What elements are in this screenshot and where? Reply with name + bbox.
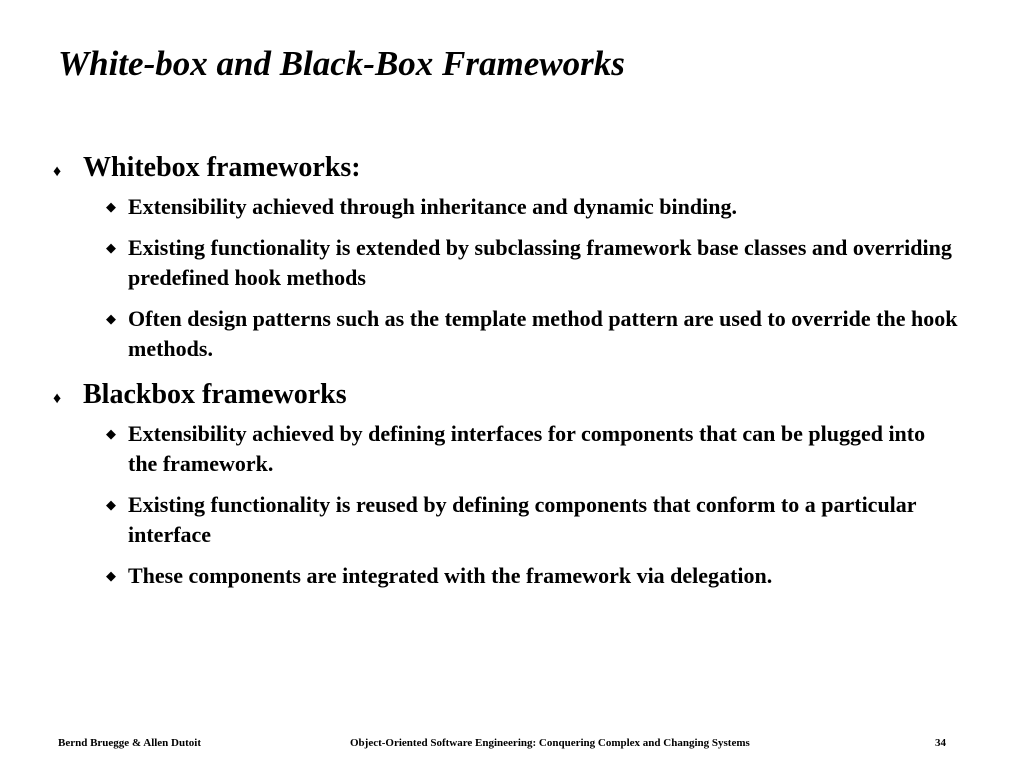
sub-bullet-text: Existing functionality is extended by subclassing framework base classes and overriding predefined hook methods xyxy=(128,235,952,290)
bullet-whitebox-frameworks xyxy=(0,148,1024,188)
sub-bullet xyxy=(0,419,958,479)
bullet-list xyxy=(0,148,1024,602)
sub-bullet-text: Extensibility achieved through inheritance and dynamic binding. xyxy=(128,194,737,219)
diamond-bullet-icon: ♦ xyxy=(53,390,62,407)
sub-bullet xyxy=(0,304,958,364)
sub-list-whitebox xyxy=(0,192,1024,364)
diamond-subbullet-icon: ◆ xyxy=(106,426,116,441)
bullet-text: Blackbox frameworks xyxy=(83,379,347,410)
page-number: 34 xyxy=(935,737,946,749)
sub-bullet xyxy=(0,192,958,222)
footer-course-title: Object-Oriented Software Engineering: Conquering Complex and Changing Systems xyxy=(350,737,750,749)
footer-authors: Bernd Bruegge & Allen Dutoit xyxy=(58,737,201,749)
diamond-subbullet-icon: ◆ xyxy=(106,199,116,214)
sub-bullet-text: Existing functionality is reused by defining components that conform to a particular interface xyxy=(128,492,917,547)
sub-bullet xyxy=(0,490,958,550)
sub-list-blackbox xyxy=(0,419,1024,591)
sub-bullet xyxy=(0,233,958,293)
bullet-text: Whitebox frameworks: xyxy=(83,152,361,183)
diamond-bullet-icon: ♦ xyxy=(53,163,62,180)
diamond-subbullet-icon: ◆ xyxy=(106,311,116,326)
sub-bullet xyxy=(0,561,958,591)
slide-title: White-box and Black-Box Frameworks xyxy=(58,44,625,83)
bullet-blackbox-frameworks xyxy=(0,375,1024,415)
sub-bullet-text: Extensibility achieved by defining interfaces for components that can be plugged into the framework. xyxy=(128,421,926,476)
diamond-subbullet-icon: ◆ xyxy=(106,497,116,512)
diamond-subbullet-icon: ◆ xyxy=(106,240,116,255)
sub-bullet-text: Often design patterns such as the template method pattern are used to override the hook methods. xyxy=(128,306,958,361)
diamond-subbullet-icon: ◆ xyxy=(106,568,116,583)
sub-bullet-text: These components are integrated with the framework via delegation. xyxy=(128,563,773,588)
